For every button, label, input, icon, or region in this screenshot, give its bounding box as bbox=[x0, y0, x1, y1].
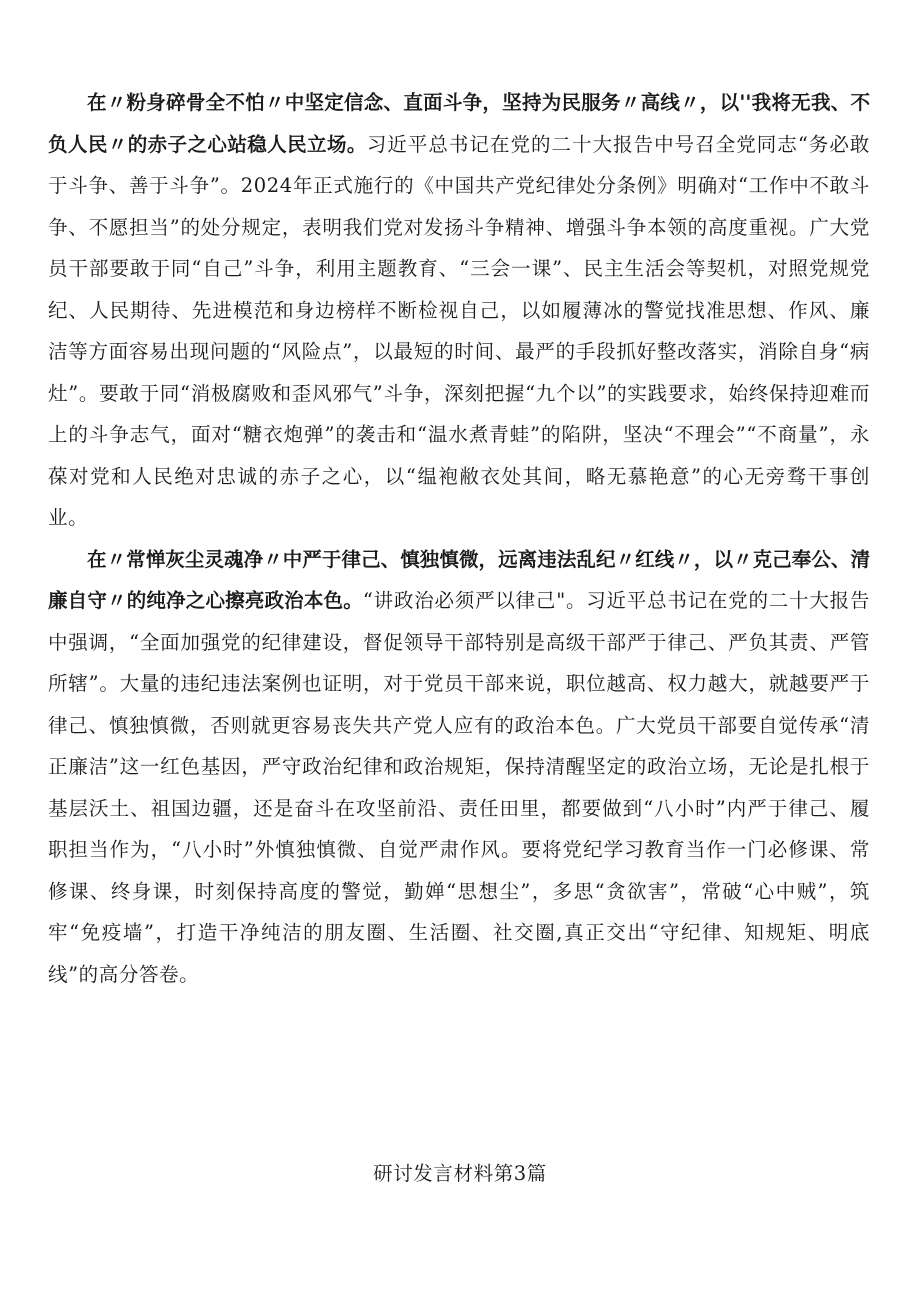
paragraph-2-lead: 在〃常惮灰尘灵魂净〃中严于律己、慎独慎微，远离违法乱纪〃红线〃，以〃克己奉公、清廉自守〃的纯净之心擦亮政治本色。 bbox=[48, 547, 870, 612]
paragraph-2 bbox=[48, 539, 870, 996]
paragraph-1 bbox=[48, 82, 870, 539]
paragraph-1-body: 习近平总书记在党的二十大报告中号召全党同志“务必敢于斗争、善于斗争”。2024年正式施行的《中国共产党纪律处分条例》明确对“工作中不敢斗争、不愿担当”的处分规定，表明我们党对发扬斗争精神、增强斗争本领的高度重视。广大党员干部要敢于同“自己”斗争，利用主题教育、“三会一课”、民主生活会等契机，对照党规党纪、人民期待、先进模范和身边榜样不断检视自己，以如履薄冰的警觉找准思想、作风、廉洁等方面容易出现问题的“风险点”，以最短的时间、最严的手段抓好整改落实，消除自身“病灶”。要敢于同“消极腐败和歪风邪气”斗争，深刻把握“九个以”的实践要求，始终保持迎难而上的斗争志气，面对“糖衣炮弹”的袭击和“温水煮青蛙”的陷阱，坚决“不理会”“不商量”，永葆对党和人民绝对忠诚的赤子之心，以“缊袍敝衣处其间，略无慕艳意”的心无旁骛干事创业。 bbox=[48, 132, 870, 529]
section-title: 研讨发言材料第3篇 bbox=[373, 1162, 547, 1185]
paragraph-1-lead: 在〃粉身碎骨全不怕〃中坚定信念、直面斗争，坚持为民服务〃高线〃，以''我将无我、不负人民〃的赤子之心站稳人民立场。 bbox=[48, 91, 870, 156]
document-body bbox=[48, 82, 870, 995]
paragraph-2-body: “讲政治必须严以律己"。习近平总书记在党的二十大报告中强调，“全面加强党的纪律建设，督促领导干部特别是高级干部严于律己、严负其责、严管所辖”。大量的违纪违法案例也证明，对于党员干部来说，职位越高、权力越大，就越要严于律己、慎独慎微，否则就更容易丧失共产党人应有的政治本色。广大党员干部要自觉传承“清正廉洁”这一红色基因，严守政治纪律和政治规矩，保持清醒坚定的政治立场，无论是扎根于基层沃土、祖国边疆，还是奋斗在攻坚前沿、责任田里，都要做到“八小时”内严于律己、履职担当作为，“八小时”外慎独慎微、自觉严肃作风。要将党纪学习教育当作一门必修课、常修课、终身课，时刻保持高度的警觉，勤婵“思想尘”，多思“贪欲害”，常破“心中贼”，筑牢“免疫墙”，打造干净纯洁的朋友圈、生活圈、社交圈,真正交出“守纪律、知规矩、明底线”的高分答卷。 bbox=[48, 589, 870, 986]
